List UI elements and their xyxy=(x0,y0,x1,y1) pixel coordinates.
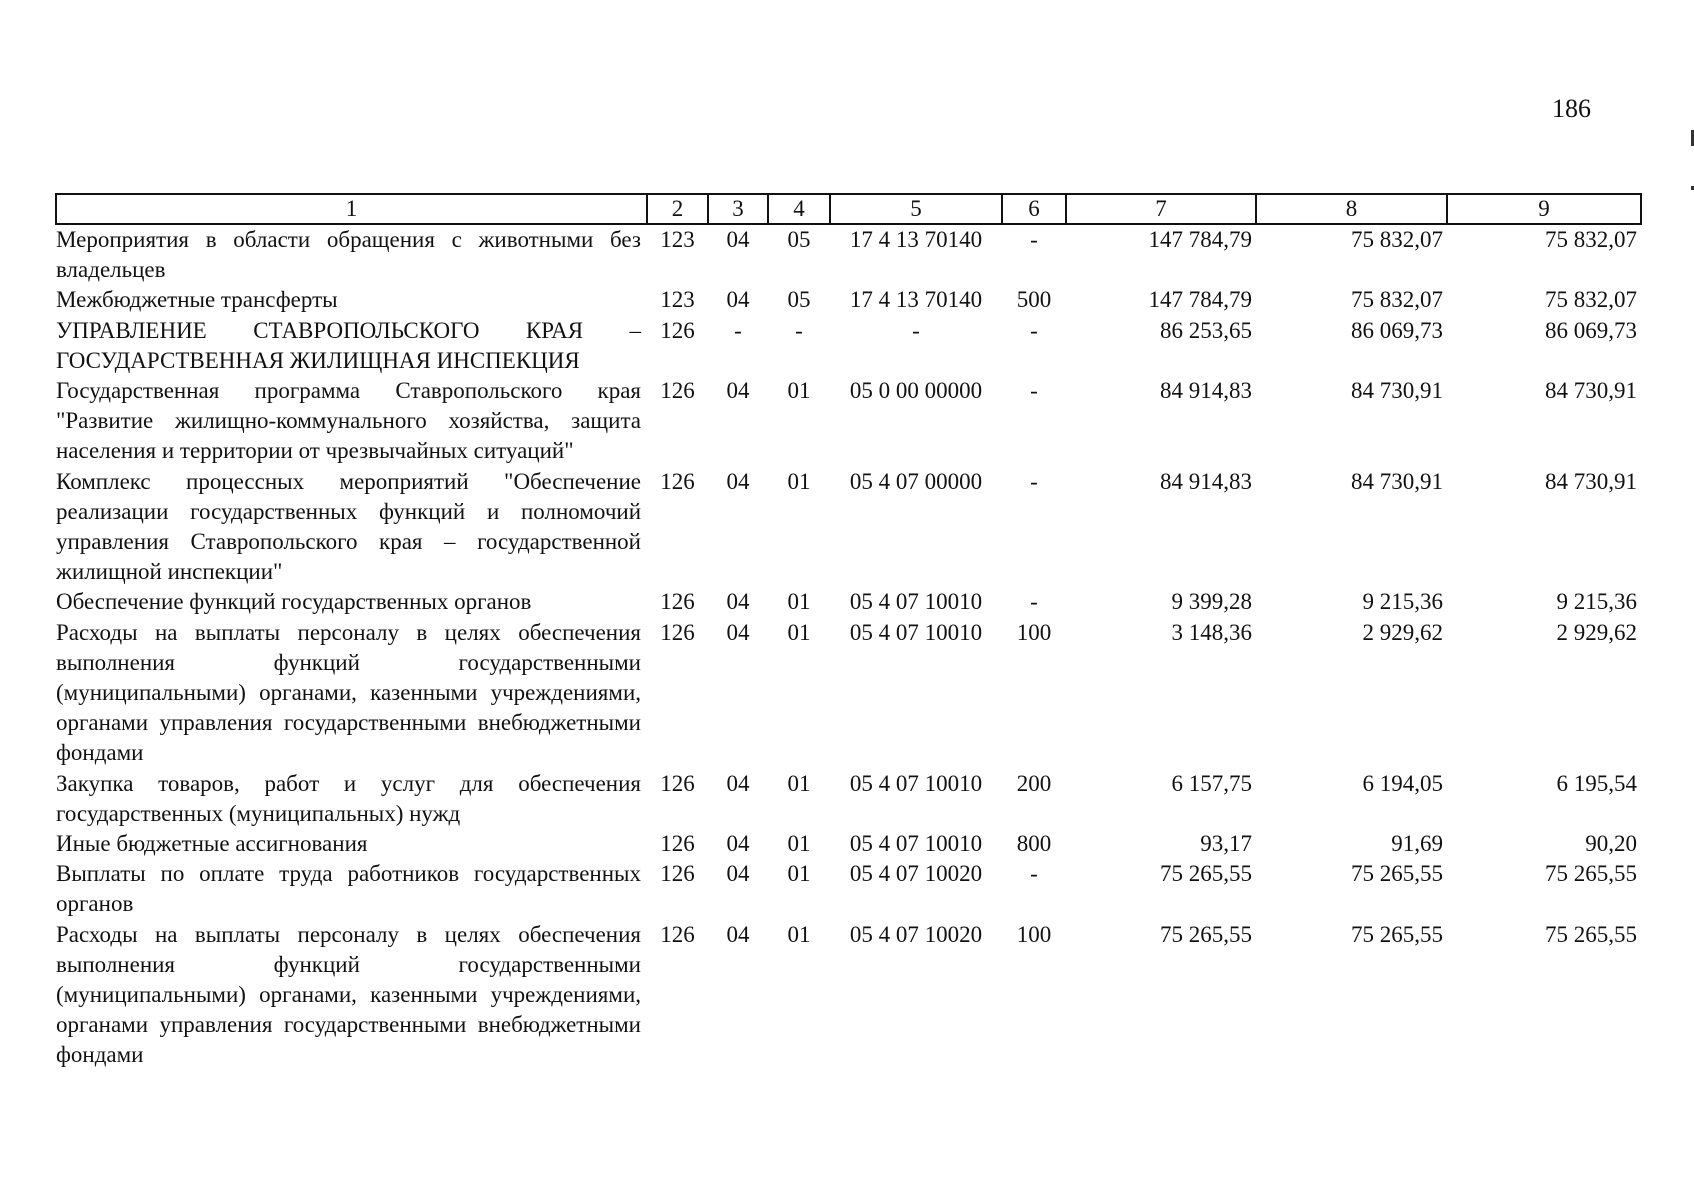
row-ministry-code: 123 xyxy=(660,227,695,252)
table-row xyxy=(56,587,1641,617)
row-ministry-code: 126 xyxy=(660,589,695,615)
row-expense-type: - xyxy=(1030,861,1038,887)
table-row xyxy=(56,316,1641,376)
row-target-code: 05 4 07 10020 xyxy=(849,861,983,887)
table-header xyxy=(56,194,1641,224)
row-expense-type: - xyxy=(1030,589,1038,615)
row-subsection-code: 05 xyxy=(787,227,811,252)
row-amount-col8: 86 069,73 xyxy=(1351,317,1443,343)
table-row xyxy=(56,769,1641,829)
row-amount-col8: 75 832,07 xyxy=(1351,287,1443,313)
row-subsection-code: 01 xyxy=(787,770,811,796)
column-header-8: 8 xyxy=(1256,194,1447,224)
row-target-code: 17 4 13 70140 xyxy=(849,287,983,313)
row-target-code: 05 4 07 10010 xyxy=(849,589,983,615)
row-expense-type: 100 xyxy=(1016,619,1052,645)
row-amount-col8: 9 215,36 xyxy=(1362,589,1443,615)
row-ministry-code: 126 xyxy=(660,317,695,343)
row-ministry-code: 123 xyxy=(660,287,695,313)
row-expense-type: - xyxy=(1030,378,1038,404)
row-target-code: 05 4 07 10020 xyxy=(849,921,983,947)
column-header-4: 4 xyxy=(768,194,830,224)
row-amount-col8: 84 730,91 xyxy=(1351,378,1443,404)
row-amount-col9: 75 832,07 xyxy=(1545,287,1637,313)
row-amount-col9: 86 069,73 xyxy=(1545,317,1637,343)
table-row xyxy=(56,467,1641,588)
row-section-code: 04 xyxy=(726,921,750,947)
table-row xyxy=(56,829,1641,859)
row-name: Иные бюджетные ассигнования xyxy=(56,831,368,857)
row-subsection-code: 01 xyxy=(787,921,811,947)
row-amount-col8: 2 929,62 xyxy=(1362,619,1443,645)
row-amount-col7: 147 784,79 xyxy=(1148,287,1252,313)
row-ministry-code: 126 xyxy=(660,378,695,404)
row-name: УПРАВЛЕНИЕ СТАВРОПОЛЬСКОГО КРАЯ – ГОСУДАРСТВЕННАЯ ЖИЛИЩНАЯ ИНСПЕКЦИЯ xyxy=(56,317,641,373)
row-expense-type: 800 xyxy=(1016,831,1052,857)
row-expense-type: 100 xyxy=(1016,921,1052,947)
row-amount-col9: 84 730,91 xyxy=(1545,468,1637,494)
row-name: Расходы на выплаты персоналу в целях обеспечения выполнения функций государственными (муниципальными) органами, казенными учреждениями, органами управления государственными внебюджетными фондами xyxy=(56,619,641,766)
row-section-code: 04 xyxy=(726,468,750,494)
row-subsection-code: 05 xyxy=(787,287,811,313)
row-section-code: 04 xyxy=(726,619,750,645)
row-target-code: 05 4 07 10010 xyxy=(849,619,983,645)
budget-table-container xyxy=(55,193,1640,1071)
row-amount-col7: 3 148,36 xyxy=(1171,619,1252,645)
row-expense-type: - xyxy=(1030,468,1038,494)
column-header-5: 5 xyxy=(830,194,1002,224)
column-header-7: 7 xyxy=(1066,194,1256,224)
row-amount-col7: 86 253,65 xyxy=(1160,317,1252,343)
row-ministry-code: 126 xyxy=(660,831,695,857)
table-body xyxy=(56,224,1641,1071)
column-header-3: 3 xyxy=(708,194,768,224)
row-section-code: 04 xyxy=(726,589,750,615)
row-amount-col7: 84 914,83 xyxy=(1160,468,1252,494)
row-subsection-code: - xyxy=(795,317,803,343)
row-section-code: 04 xyxy=(726,861,750,887)
row-section-code: 04 xyxy=(726,227,750,252)
column-header-2: 2 xyxy=(647,194,708,224)
row-amount-col7: 147 784,79 xyxy=(1148,227,1252,252)
row-subsection-code: 01 xyxy=(787,378,811,404)
header-row xyxy=(56,194,1641,224)
row-name: Межбюджетные трансферты xyxy=(56,287,338,313)
row-amount-col9: 75 265,55 xyxy=(1545,921,1637,947)
row-subsection-code: 01 xyxy=(787,468,811,494)
row-amount-col8: 75 265,55 xyxy=(1351,921,1443,947)
row-amount-col7: 9 399,28 xyxy=(1171,589,1252,615)
row-ministry-code: 126 xyxy=(660,921,695,947)
row-name: Расходы на выплаты персоналу в целях обеспечения выполнения функций государственными (муниципальными) органами, казенными учреждениями, органами управления государственными внебюджетными фондами xyxy=(56,921,641,1068)
budget-table xyxy=(55,193,1642,1071)
row-section-code: 04 xyxy=(726,831,750,857)
row-amount-col8: 84 730,91 xyxy=(1351,468,1443,494)
page-number: 186 xyxy=(1552,94,1591,123)
table-row xyxy=(56,859,1641,919)
table-row xyxy=(56,224,1641,285)
row-section-code: - xyxy=(734,317,742,343)
row-amount-col9: 9 215,36 xyxy=(1556,589,1637,615)
row-target-code: 17 4 13 70140 xyxy=(849,227,983,252)
row-amount-col9: 84 730,91 xyxy=(1545,378,1637,404)
row-target-code: 05 4 07 00000 xyxy=(849,468,983,494)
row-amount-col9: 2 929,62 xyxy=(1556,619,1637,645)
table-row xyxy=(56,920,1641,1071)
row-amount-col8: 75 265,55 xyxy=(1351,861,1443,887)
row-name: Обеспечение функций государственных органов xyxy=(56,589,532,615)
row-amount-col9: 90,20 xyxy=(1585,831,1637,857)
row-section-code: 04 xyxy=(726,378,750,404)
row-amount-col9: 75 832,07 xyxy=(1545,227,1637,252)
row-name: Выплаты по оплате труда работников государственных органов xyxy=(56,861,641,917)
row-expense-type: 200 xyxy=(1016,770,1052,796)
row-name: Мероприятия в области обращения с животными без владельцев xyxy=(56,227,641,283)
row-amount-col9: 6 195,54 xyxy=(1556,770,1637,796)
row-amount-col8: 75 832,07 xyxy=(1351,227,1443,252)
row-ministry-code: 126 xyxy=(660,468,695,494)
row-amount-col7: 93,17 xyxy=(1200,831,1252,857)
row-amount-col7: 84 914,83 xyxy=(1160,378,1252,404)
row-subsection-code: 01 xyxy=(787,589,811,615)
row-section-code: 04 xyxy=(726,770,750,796)
row-target-code: 05 4 07 10010 xyxy=(849,770,983,796)
row-name: Комплекс процессных мероприятий "Обеспечение реализации государственных функций и полномочий управления Ставропольского края – государственной жилищной инспекции" xyxy=(56,468,641,585)
row-subsection-code: 01 xyxy=(787,861,811,887)
table-row xyxy=(56,285,1641,315)
table-row xyxy=(56,376,1641,467)
row-target-code: - xyxy=(912,317,920,343)
row-ministry-code: 126 xyxy=(660,861,695,887)
row-name: Закупка товаров, работ и услуг для обеспечения государственных (муниципальных) нужд xyxy=(56,770,641,826)
row-amount-col9: 75 265,55 xyxy=(1545,861,1637,887)
row-target-code: 05 0 00 00000 xyxy=(849,378,983,404)
column-header-6: 6 xyxy=(1002,194,1066,224)
row-section-code: 04 xyxy=(726,287,750,313)
row-expense-type: - xyxy=(1030,317,1038,343)
row-ministry-code: 126 xyxy=(660,619,695,645)
column-header-1: 1 xyxy=(56,194,647,224)
row-target-code: 05 4 07 10010 xyxy=(849,831,983,857)
row-subsection-code: 01 xyxy=(787,831,811,857)
row-amount-col8: 6 194,05 xyxy=(1362,770,1443,796)
row-amount-col7: 6 157,75 xyxy=(1171,770,1252,796)
row-subsection-code: 01 xyxy=(787,619,811,645)
row-amount-col7: 75 265,55 xyxy=(1160,861,1252,887)
row-expense-type: 500 xyxy=(1016,287,1052,313)
row-expense-type: - xyxy=(1030,227,1038,252)
table-row xyxy=(56,618,1641,769)
row-amount-col7: 75 265,55 xyxy=(1160,921,1252,947)
row-amount-col8: 91,69 xyxy=(1391,831,1443,857)
row-name: Государственная программа Ставропольского края "Развитие жилищно-коммунального хозяйства, защита населения и территории от чрезвычайных ситуаций" xyxy=(56,378,641,464)
row-ministry-code: 126 xyxy=(660,770,695,796)
column-header-9: 9 xyxy=(1447,194,1641,224)
